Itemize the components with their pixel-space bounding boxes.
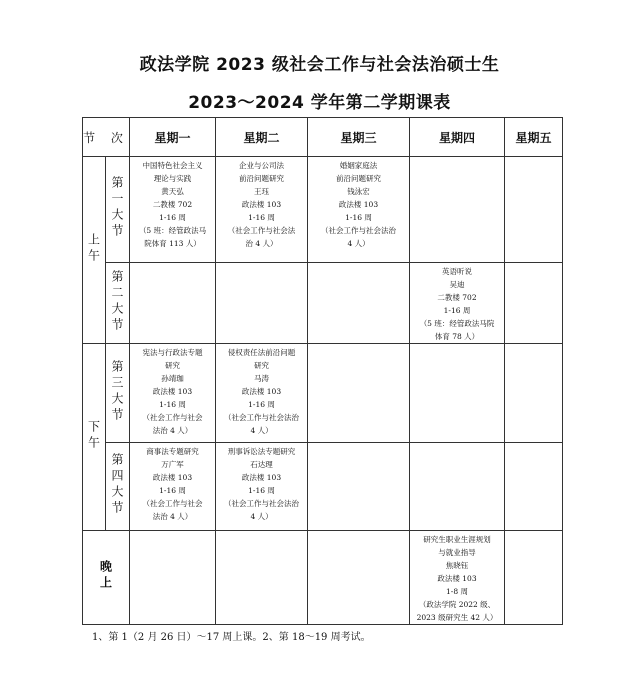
empty-cell xyxy=(505,157,563,263)
empty-cell xyxy=(308,531,410,625)
course-line: 企业与公司法 xyxy=(239,161,285,170)
course-line: 1-16 周 xyxy=(159,486,186,495)
course-line: 二教楼 702 xyxy=(437,293,477,302)
course-line: 法治 4 人） xyxy=(152,426,193,435)
section-label: 第三大节 xyxy=(106,344,130,443)
table-row xyxy=(83,443,563,531)
course-line: 王珏 xyxy=(254,187,270,196)
course-line: 宪法与行政法专题 xyxy=(142,348,203,357)
course-line: 刑事诉讼法专题研究 xyxy=(227,447,296,456)
page-subtitle: 2023～2024 学年第二学期课表 xyxy=(188,93,451,113)
course-line: 孙靖珈 xyxy=(161,374,184,383)
section-label: 第四大节 xyxy=(106,443,130,531)
course-cell xyxy=(216,157,308,263)
course-line: 马涛 xyxy=(254,374,270,383)
header-day: 星期一 xyxy=(130,118,216,157)
course-line: 1-16 周 xyxy=(159,400,186,409)
period-afternoon: 下午 xyxy=(83,344,106,531)
header-day: 星期四 xyxy=(410,118,505,157)
course-line: 万广军 xyxy=(161,460,184,469)
header-day: 星期五 xyxy=(505,118,563,157)
course-line: 1-16 周 xyxy=(443,306,471,315)
header-row xyxy=(83,118,563,157)
course-line: （社会工作与社会法 xyxy=(227,226,296,235)
course-line: 1-8 周 xyxy=(446,587,468,596)
section-label: 第一大节 xyxy=(106,157,130,263)
period-morning: 上午 xyxy=(83,157,106,344)
course-line: 政法楼 103 xyxy=(241,200,282,209)
course-line: 石达理 xyxy=(250,460,273,469)
course-line: 婚姻家庭法 xyxy=(339,161,378,170)
course-line: 侵权责任法前沿问题 xyxy=(227,348,296,357)
course-line: 理论与实践 xyxy=(153,174,192,183)
empty-cell xyxy=(505,263,563,344)
schedule-table xyxy=(82,117,563,625)
empty-cell xyxy=(308,443,410,531)
course-line: （5 班：经管政法马 xyxy=(138,226,207,235)
course-line: 商事法专题研究 xyxy=(146,447,199,456)
course-line: （政法学院 2022 级、 xyxy=(418,600,496,609)
course-cell xyxy=(130,157,216,263)
empty-cell xyxy=(308,344,410,443)
table-row xyxy=(83,531,563,625)
course-cell xyxy=(410,263,505,344)
empty-cell xyxy=(410,443,505,531)
course-line: 院体育 113 人） xyxy=(144,239,201,248)
period-evening: 晚上 xyxy=(83,531,130,625)
table-row xyxy=(83,157,563,263)
course-line: （社会工作与社会法治 xyxy=(224,413,300,422)
course-line: 吴迪 xyxy=(449,280,465,289)
empty-cell xyxy=(216,263,308,344)
course-line: 1-16 周 xyxy=(159,213,186,222)
course-line: 体育 78 人） xyxy=(434,332,480,341)
header-jieci: 节 次 xyxy=(83,118,130,157)
course-cell xyxy=(410,531,505,625)
course-line: 政法楼 103 xyxy=(437,574,477,583)
course-cell xyxy=(216,443,308,531)
header-day: 星期二 xyxy=(216,118,308,157)
course-line: 研究生职业生涯规划 xyxy=(423,535,491,544)
header-day: 星期三 xyxy=(308,118,410,157)
course-cell xyxy=(130,443,216,531)
table-row xyxy=(83,263,563,344)
course-line: 前沿问题研究 xyxy=(336,174,382,183)
course-line: 黄天弘 xyxy=(161,187,184,196)
course-line: 4 人） xyxy=(250,512,273,521)
course-line: 1-16 周 xyxy=(248,400,275,409)
course-line: 1-16 周 xyxy=(345,213,372,222)
empty-cell xyxy=(216,531,308,625)
course-line: 法治 4 人） xyxy=(152,512,193,521)
empty-cell xyxy=(308,263,410,344)
course-line: 2023 级研究生 42 人） xyxy=(416,613,498,622)
course-line: 前沿问题研究 xyxy=(239,174,285,183)
course-line: 政法楼 103 xyxy=(241,473,282,482)
course-line: 1-16 周 xyxy=(248,213,275,222)
course-line: 研究 xyxy=(254,361,270,370)
empty-cell xyxy=(505,531,563,625)
course-line: （社会工作与社会法治 xyxy=(224,499,300,508)
table-row xyxy=(83,344,563,443)
course-line: 政法楼 103 xyxy=(152,473,193,482)
empty-cell xyxy=(505,443,563,531)
course-line: 中国特色社会主义 xyxy=(142,161,203,170)
course-line: 政法楼 103 xyxy=(152,387,193,396)
course-line: 4 人） xyxy=(250,426,273,435)
footnote: 1、第 1（2 月 26 日）～17 周上课。2、第 18～19 周考试。 xyxy=(92,632,371,643)
course-line: 治 4 人） xyxy=(245,239,278,248)
course-line: 政法楼 103 xyxy=(338,200,379,209)
empty-cell xyxy=(130,263,216,344)
course-line: 焦晓钰 xyxy=(445,561,469,570)
course-line: 1-16 周 xyxy=(248,486,275,495)
section-label: 第二大节 xyxy=(106,263,130,344)
empty-cell xyxy=(505,344,563,443)
course-line: 政法楼 103 xyxy=(241,387,282,396)
course-line: （社会工作与社会 xyxy=(142,499,203,508)
empty-cell xyxy=(130,531,216,625)
course-line: 钱泳宏 xyxy=(347,187,370,196)
course-line: （社会工作与社会法治 xyxy=(321,226,397,235)
course-line: 英语听说 xyxy=(442,267,473,276)
course-line: 研究 xyxy=(165,361,181,370)
empty-cell xyxy=(410,344,505,443)
course-cell xyxy=(216,344,308,443)
course-line: 与就业指导 xyxy=(438,548,476,557)
course-line: 4 人） xyxy=(347,239,370,248)
empty-cell xyxy=(410,157,505,263)
course-line: （5 班：经管政法马院 xyxy=(419,319,495,328)
page-title: 政法学院 2023 级社会工作与社会法治硕士生 xyxy=(139,55,500,75)
course-line: 二教楼 702 xyxy=(152,200,193,209)
course-cell xyxy=(130,344,216,443)
course-cell xyxy=(308,157,410,263)
course-line: （社会工作与社会 xyxy=(142,413,203,422)
